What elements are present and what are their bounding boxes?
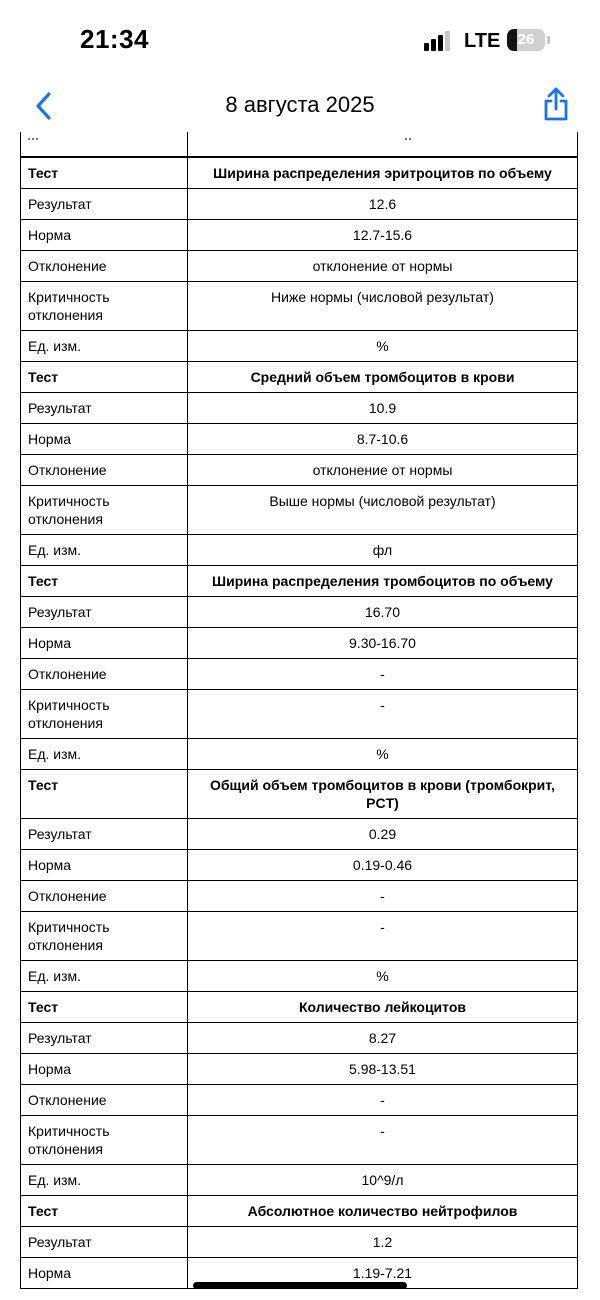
norm-row: [21, 424, 578, 455]
norm-label: Норма: [21, 220, 188, 251]
deviation-label: Отклонение: [21, 1085, 188, 1116]
test-label: Тест: [21, 992, 188, 1023]
deviation-row: [21, 1085, 578, 1116]
deviation-value: отклонение от нормы: [188, 251, 578, 282]
deviation-label: Отклонение: [21, 455, 188, 486]
deviation-row: [21, 659, 578, 690]
unit-row: [21, 739, 578, 770]
norm-value: 8.7-10.6: [188, 424, 578, 455]
status-time: 21:34: [80, 24, 149, 54]
result-value: 10.9: [188, 393, 578, 424]
unit-row: [21, 535, 578, 566]
norm-row: [21, 850, 578, 881]
test-header-row: [21, 1196, 578, 1227]
criticality-row: [21, 912, 578, 961]
result-label: Результат: [21, 189, 188, 220]
deviation-value: -: [188, 881, 578, 912]
result-label: Результат: [21, 819, 188, 850]
criticality-row: [21, 486, 578, 535]
test-name: Ширина распределения тромбоцитов по объему: [188, 566, 578, 597]
norm-label: Норма: [21, 628, 188, 659]
unit-label: Ед. изм.: [21, 739, 188, 770]
unit-label: Ед. изм.: [21, 961, 188, 992]
unit-row: [21, 961, 578, 992]
criticality-row: [21, 282, 578, 331]
result-label: Результат: [21, 597, 188, 628]
deviation-value: отклонение от нормы: [188, 455, 578, 486]
test-name: Количество лейкоцитов: [188, 992, 578, 1023]
battery-icon: [507, 29, 547, 51]
test-name: Абсолютное количество нейтрофилов: [188, 1196, 578, 1227]
criticality-value: -: [188, 1116, 578, 1165]
clipped-row: [20, 132, 578, 157]
unit-label: Ед. изм.: [21, 1165, 188, 1196]
result-row: [21, 393, 578, 424]
test-name: Средний объем тромбоцитов в крови: [188, 362, 578, 393]
norm-row: [21, 220, 578, 251]
test-header-row: [21, 770, 578, 819]
test-name: Ширина распределения эритроцитов по объему: [188, 158, 578, 189]
criticality-label: Критичность отклонения: [21, 690, 188, 739]
nav-bar: [0, 80, 600, 132]
status-bar: [0, 0, 600, 80]
criticality-label: Критичность отклонения: [21, 486, 188, 535]
unit-row: [21, 1165, 578, 1196]
criticality-label: Критичность отклонения: [21, 912, 188, 961]
deviation-label: Отклонение: [21, 659, 188, 690]
norm-label: Норма: [21, 1258, 188, 1289]
test-label: Тест: [21, 158, 188, 189]
norm-value: 5.98-13.51: [188, 1054, 578, 1085]
criticality-value: -: [188, 690, 578, 739]
norm-value: 12.7-15.6: [188, 220, 578, 251]
norm-row: [21, 628, 578, 659]
home-indicator[interactable]: [193, 1282, 407, 1289]
result-value: 1.2: [188, 1227, 578, 1258]
result-row: [21, 189, 578, 220]
norm-value: 9.30-16.70: [188, 628, 578, 659]
unit-label: Ед. изм.: [21, 331, 188, 362]
result-label: Результат: [21, 393, 188, 424]
unit-row: [21, 331, 578, 362]
criticality-row: [21, 690, 578, 739]
criticality-label: Критичность отклонения: [21, 1116, 188, 1165]
share-button[interactable]: [538, 84, 574, 124]
criticality-value: Выше нормы (числовой результат): [188, 486, 578, 535]
deviation-label: Отклонение: [21, 251, 188, 282]
test-label: Тест: [21, 770, 188, 819]
test-name: Общий объем тромбоцитов в крови (тромбокрит, PCT): [188, 770, 578, 819]
result-value: 0.29: [188, 819, 578, 850]
test-label: Тест: [21, 566, 188, 597]
test-label: Тест: [21, 1196, 188, 1227]
results-scroll-area[interactable]: [20, 132, 578, 1281]
deviation-value: -: [188, 1085, 578, 1116]
network-type: LTE: [464, 30, 501, 52]
criticality-row: [21, 1116, 578, 1165]
result-label: Результат: [21, 1227, 188, 1258]
deviation-value: -: [188, 659, 578, 690]
deviation-row: [21, 455, 578, 486]
deviation-label: Отклонение: [21, 881, 188, 912]
result-value: 8.27: [188, 1023, 578, 1054]
deviation-row: [21, 251, 578, 282]
unit-value: %: [188, 739, 578, 770]
deviation-row: [21, 881, 578, 912]
norm-label: Норма: [21, 424, 188, 455]
criticality-value: Ниже нормы (числовой результат): [188, 282, 578, 331]
test-header-row: [21, 566, 578, 597]
test-header-row: [21, 992, 578, 1023]
test-label: Тест: [21, 362, 188, 393]
result-label: Результат: [21, 1023, 188, 1054]
unit-value: %: [188, 331, 578, 362]
norm-label: Норма: [21, 1054, 188, 1085]
result-row: [21, 597, 578, 628]
share-icon: [538, 84, 574, 124]
result-row: [21, 819, 578, 850]
unit-value: фл: [188, 535, 578, 566]
criticality-label: Критичность отклонения: [21, 282, 188, 331]
unit-value: 10^9/л: [188, 1165, 578, 1196]
battery-level: 26: [517, 31, 535, 48]
page-title: 8 августа 2025: [225, 92, 375, 117]
result-row: [21, 1023, 578, 1054]
norm-value: 1.19-7.21: [188, 1258, 578, 1289]
result-value: 16.70: [188, 597, 578, 628]
result-row: [21, 1227, 578, 1258]
norm-row: [21, 1054, 578, 1085]
signal-strength-icon: [424, 31, 454, 51]
test-header-row: [21, 158, 578, 189]
results-table: [20, 157, 578, 1289]
norm-value: 0.19-0.46: [188, 850, 578, 881]
test-header-row: [21, 362, 578, 393]
result-value: 12.6: [188, 189, 578, 220]
unit-label: Ед. изм.: [21, 535, 188, 566]
criticality-value: -: [188, 912, 578, 961]
norm-label: Норма: [21, 850, 188, 881]
unit-value: %: [188, 961, 578, 992]
